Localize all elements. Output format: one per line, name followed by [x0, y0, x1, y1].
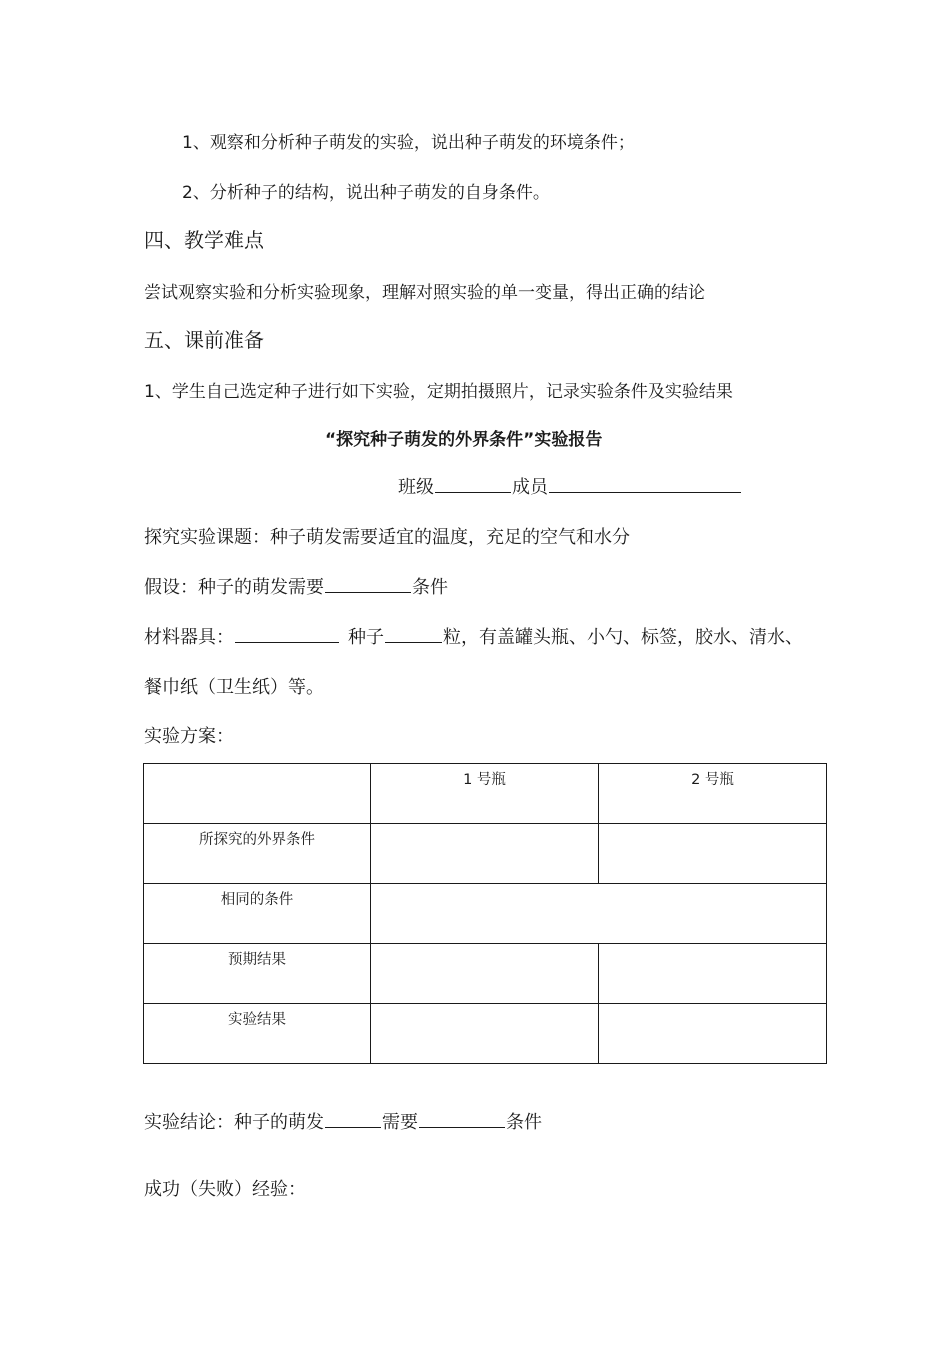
- experiment-plan-table: [143, 763, 827, 1064]
- row-label-explored-condition: 所探究的外界条件: [144, 824, 371, 884]
- materials-rest: 粒，有盖罐头瓶、小勺、标签，胶水、清水、: [443, 627, 803, 648]
- table-header-row: [144, 764, 827, 824]
- section-5-heading: 五、课前准备: [144, 328, 264, 352]
- table-cell: [371, 1004, 599, 1064]
- conclusion-blank-2: [419, 1108, 505, 1128]
- table-corner-cell: [144, 764, 371, 824]
- table-cell: [371, 824, 599, 884]
- materials-line-2: 餐巾纸（卫生纸）等。: [144, 677, 324, 698]
- table-cell: [599, 824, 827, 884]
- table-row: [144, 824, 827, 884]
- hypothesis-suffix: 条件: [412, 577, 448, 598]
- section-4-heading: 四、教学难点: [144, 228, 264, 252]
- row-label-expected-result: 预期结果: [144, 944, 371, 1004]
- row-label-experiment-result: 实验结果: [144, 1004, 371, 1064]
- conclusion-mid: 需要: [382, 1112, 418, 1133]
- section-5-item-1: 1、学生自己选定种子进行如下实验，定期拍摄照片，记录实验条件及实验结果: [144, 382, 733, 402]
- bottle-1-header: 1 号瓶: [371, 764, 599, 824]
- hypothesis-prefix: 假设：种子的萌发需要: [144, 577, 324, 598]
- report-title: “探究种子萌发的外界条件”实验报告: [325, 430, 603, 450]
- objective-1: 1、观察和分析种子萌发的实验，说出种子萌发的环境条件；: [182, 133, 635, 153]
- table-cell: [599, 944, 827, 1004]
- table-row: [144, 1004, 827, 1064]
- materials-label: 材料器具：: [144, 627, 234, 648]
- table-row: [144, 884, 827, 944]
- plan-label: 实验方案：: [144, 726, 234, 747]
- experience-label: 成功（失败）经验：: [144, 1179, 306, 1200]
- table-row: [144, 944, 827, 1004]
- class-blank: [435, 473, 511, 493]
- objective-2: 2、分析种子的结构，说出种子萌发的自身条件。: [182, 183, 550, 203]
- conclusion-prefix: 实验结论：种子的萌发: [144, 1112, 324, 1133]
- table-cell: [599, 1004, 827, 1064]
- bottle-2-header: 2 号瓶: [599, 764, 827, 824]
- members-blank: [549, 473, 741, 493]
- hypothesis-line: [144, 573, 448, 599]
- row-label-same-condition: 相同的条件: [144, 884, 371, 944]
- conclusion-line: [144, 1108, 542, 1134]
- class-members-line: [398, 473, 742, 499]
- experiment-topic: 探究实验课题：种子萌发需要适宜的温度，充足的空气和水分: [144, 527, 630, 548]
- hypothesis-blank: [325, 573, 411, 593]
- seeds-label: 种子: [348, 627, 384, 648]
- materials-line: [144, 623, 803, 649]
- members-label: 成员: [512, 477, 548, 498]
- seeds-count-blank: [385, 623, 442, 643]
- class-label: 班级: [398, 477, 434, 498]
- table-cell: [371, 944, 599, 1004]
- table-cell-merged: [371, 884, 827, 944]
- materials-blank: [235, 623, 339, 643]
- conclusion-blank-1: [325, 1108, 381, 1128]
- section-4-text: 尝试观察实验和分析实验现象，理解对照实验的单一变量，得出正确的结论: [144, 283, 705, 303]
- conclusion-suffix: 条件: [506, 1112, 542, 1133]
